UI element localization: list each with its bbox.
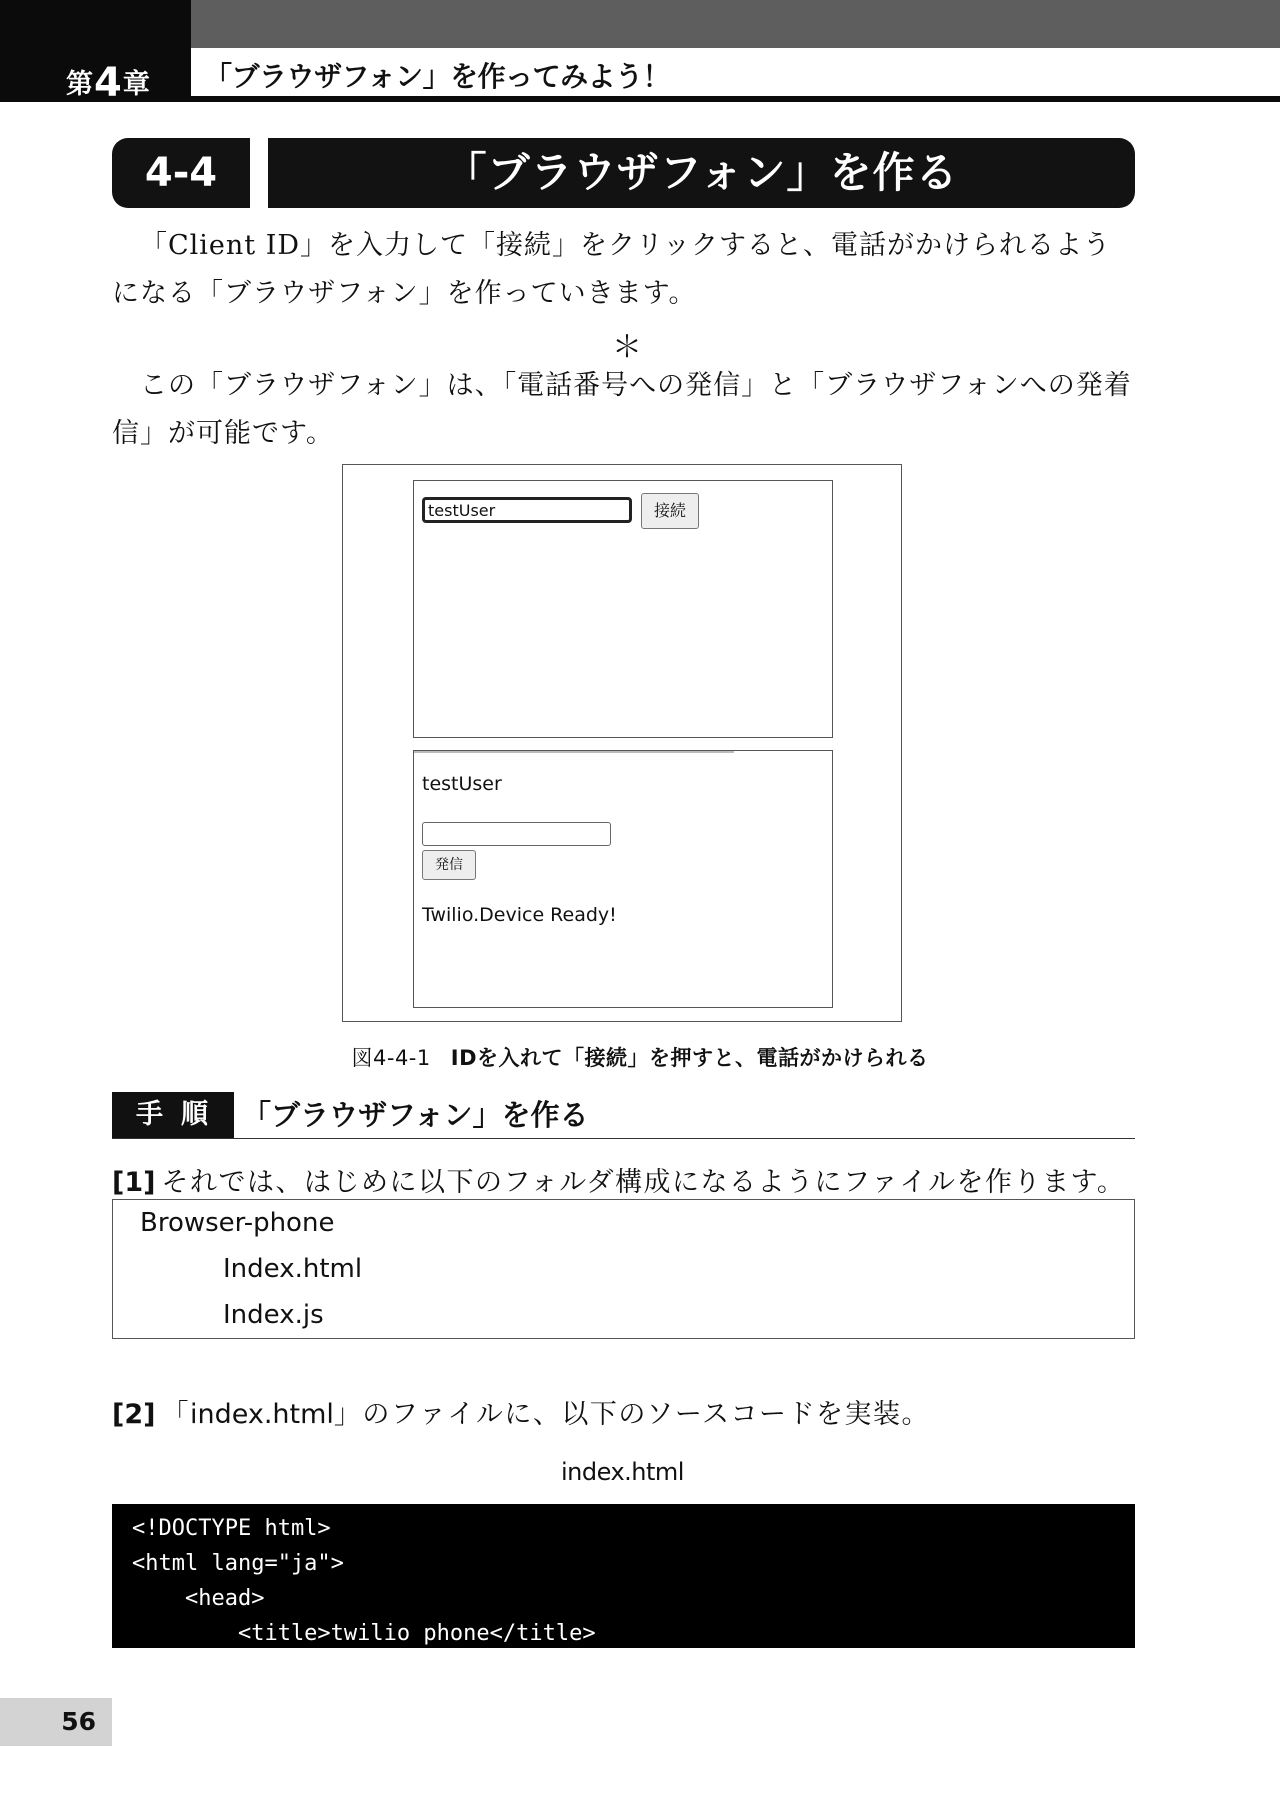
procedure-heading [112,1092,1135,1139]
section-title: 「ブラウザフォン」を作る [444,148,959,197]
user-label: testUser [422,773,502,795]
page-number: 56 [0,1698,112,1746]
step-text: 」のファイルに、以下のソースコードを実装。 [333,1399,930,1430]
browser-phone-figure [342,464,902,1022]
section-banner [112,138,1135,208]
figure-caption [0,1042,1280,1072]
chapter-number: 4 [94,60,121,106]
section-divider [250,138,268,208]
folder-root: Browser-phone [140,1208,335,1238]
device-status: Twilio.Device Ready! [422,904,617,926]
step-2 [112,1392,1172,1431]
folder-structure [112,1199,1135,1339]
step-number: [2] [112,1399,156,1430]
chapter-tab [0,0,191,106]
phone-number-input[interactable] [422,822,611,846]
code-line: <head> [132,1586,265,1611]
chapter-title-rule [191,96,1280,102]
step-bracket-open: 「 [161,1399,190,1430]
code-line: <html lang="ja"> [132,1551,344,1576]
step-filename: index.html [189,1399,334,1430]
folder-file: Index.html [223,1254,363,1284]
code-line: <!DOCTYPE html> [132,1516,331,1541]
chapter-title: 「ブラウザフォン」を作ってみよう！ [204,60,671,93]
panel-top-line [414,751,734,753]
connect-panel [413,480,833,738]
chapter-header [0,0,1280,106]
procedure-title: 「ブラウザフォン」を作る [242,1098,589,1132]
chapter-top-band [191,0,1280,48]
figure-caption-text: IDを入れて「接続」を押すと、電話がかけられる [450,1046,929,1070]
step-number: [1] [112,1167,156,1198]
chapter-suffix: 章 [122,69,149,100]
call-button[interactable]: 発信 [422,850,476,880]
client-id-input[interactable] [422,497,632,523]
feature-paragraph: この「ブラウザフォン」は、「電話番号への発信」と「ブラウザフォンへの発着信」が可能です。 [112,370,1132,449]
step-1 [112,1160,1172,1199]
section-number: 4-4 [144,150,218,196]
connect-button[interactable]: 接続 [641,493,699,529]
figure-number: 図4-4-1 [351,1046,431,1070]
section-separator: ＊ [612,330,642,365]
code-line: <title>twilio phone</title> [132,1621,596,1646]
intro-paragraph: 「Client ID」を入力して「接続」をクリックすると、電話がかけられるようになる「ブラウザフォン」を作っていきます。 [112,230,1111,309]
folder-file: Index.js [223,1300,324,1330]
phone-panel [413,750,833,1008]
code-block [112,1504,1135,1648]
chapter-prefix: 第 [66,69,92,100]
chapter-label [66,57,149,106]
procedure-tag: 手順 [112,1092,234,1138]
step-text: それでは、はじめに以下のフォルダ構成になるようにファイルを作ります。 [161,1167,1126,1198]
code-filename: index.html [561,1458,684,1486]
